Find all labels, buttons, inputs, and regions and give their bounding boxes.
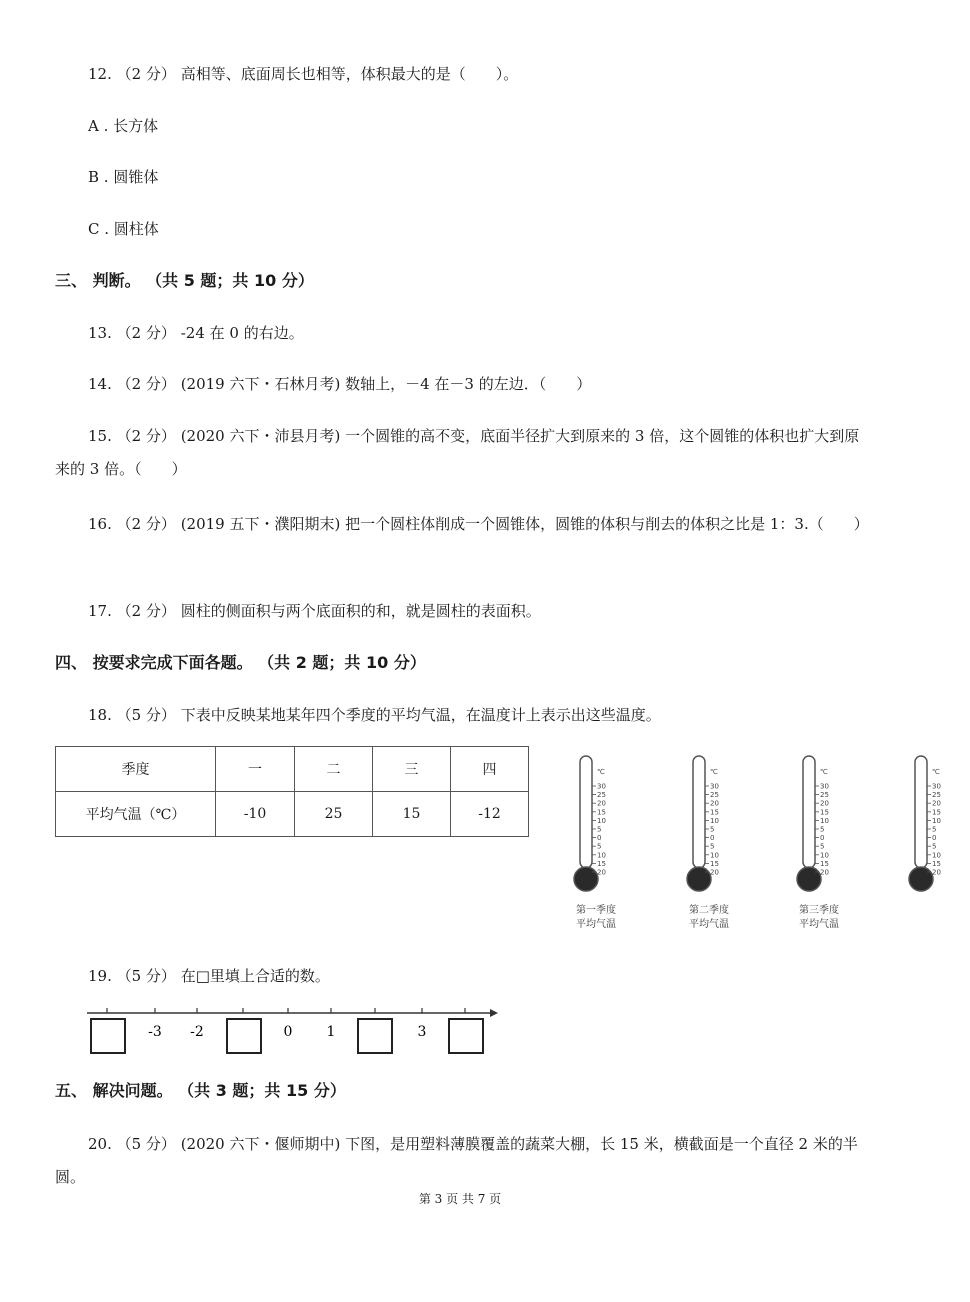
thermometer-tick-label: 30 [820, 782, 829, 791]
table-cell: 三 [373, 747, 451, 792]
thermometer-tick-label: 20 [710, 868, 719, 877]
thermometer-caption [565, 904, 627, 932]
thermometer-tick-label: 15 [597, 808, 606, 817]
question-14: 14. （2 分） (2019 六下・石林月考) 数轴上，－4 在－3 的左边．（ ） [88, 375, 592, 393]
thermometer-tube [580, 756, 592, 868]
thermometer-caption-line: 平均气温 [689, 919, 729, 930]
thermometer-tick-label: 10 [597, 816, 606, 825]
thermometer-caption [678, 904, 740, 932]
thermometer-tick-label: 20 [597, 799, 606, 808]
thermometer-tick-label: 20 [932, 799, 941, 808]
thermometer-tick-label: 10 [597, 851, 606, 860]
thermometer-caption-line: 平均气温 [799, 919, 839, 930]
thermometer-tick-label: 5 [820, 825, 825, 834]
number-line-label: 3 [417, 1024, 427, 1040]
thermometer-tick-label: 15 [820, 808, 829, 817]
thermometer-tick-label: 10 [710, 816, 719, 825]
temperature-table [55, 746, 529, 837]
thermometer[interactable] [678, 752, 748, 932]
thermometer-bulb [797, 867, 821, 891]
thermometer[interactable] [788, 752, 858, 932]
answer-box[interactable] [449, 1019, 483, 1053]
thermometer-tick-label: 10 [932, 851, 941, 860]
table-cell: 平均气温（℃） [56, 792, 216, 837]
thermometer-tick-label: 5 [597, 842, 602, 851]
thermometer-tick-label: 25 [597, 791, 606, 800]
number-line-graphic [85, 1005, 505, 1065]
thermometer-bulb [574, 867, 598, 891]
thermometer-tick-label: 5 [820, 842, 825, 851]
thermometer-tick-label: 10 [820, 816, 829, 825]
thermometer-tick-label: 5 [932, 825, 937, 834]
thermometer-tick-label: 20 [597, 868, 606, 877]
thermometer-bulb [687, 867, 711, 891]
table-cell: 二 [295, 747, 373, 792]
thermometer-caption-line: 第三季度 [799, 905, 839, 916]
thermometer-graphic [900, 752, 970, 902]
thermometer-tick-label: 10 [820, 851, 829, 860]
thermometer-tick-label: 15 [710, 808, 719, 817]
thermometer[interactable] [900, 752, 970, 932]
question-12-option-c: C . 圆柱体 [88, 220, 159, 238]
question-15: 15. （2 分） (2020 六下・沛县月考) 一个圆锥的高不变，底面半径扩大到原来的 3 倍，这个圆锥的体积也扩大到原来的 3 倍。（ ） [55, 427, 860, 478]
thermometer-tick-label: 20 [820, 799, 829, 808]
thermometer-bulb [909, 867, 933, 891]
table-cell: 季度 [56, 747, 216, 792]
question-12-option-b: B . 圆锥体 [88, 168, 159, 186]
question-20: 20. （5 分） (2020 六下・偃师期中) 下图，是用塑料薄膜覆盖的蔬菜大棚，长 15 米，横截面是一个直径 2 米的半圆。 [55, 1135, 858, 1186]
thermometer-tick-label: 10 [710, 851, 719, 860]
thermometer-tick-label: 0 [932, 834, 937, 843]
thermometer-tick-label: 20 [820, 868, 829, 877]
answer-box[interactable] [358, 1019, 392, 1053]
answer-box[interactable] [91, 1019, 125, 1053]
question-18-stem: 18. （5 分） 下表中反映某地某年四个季度的平均气温，在温度计上表示出这些温度。 [88, 706, 661, 724]
thermometer-tick-label: 15 [597, 859, 606, 868]
thermometer-tube [693, 756, 705, 868]
section-3-title: 三、 判断。 （共 5 题；共 10 分） [55, 271, 314, 290]
thermometer-tube [915, 756, 927, 868]
thermometer-tick-label: 5 [932, 842, 937, 851]
number-line-label: 0 [283, 1024, 293, 1040]
table-cell: 一 [216, 747, 295, 792]
number-line [85, 1005, 505, 1065]
section-5-title: 五、 解决问题。 （共 3 题；共 15 分） [55, 1081, 346, 1100]
table-cell: 25 [295, 792, 373, 837]
thermometer-tick-label: 15 [932, 859, 941, 868]
thermometer-unit: ℃ [710, 768, 718, 776]
thermometer-tick-label: 30 [932, 782, 941, 791]
thermometer-tick-label: 30 [710, 782, 719, 791]
thermometer-caption [788, 904, 850, 932]
question-12-option-a: A . 长方体 [88, 117, 159, 135]
thermometer-tick-label: 0 [597, 834, 602, 843]
thermometer-tick-label: 10 [932, 816, 941, 825]
answer-box[interactable] [227, 1019, 261, 1053]
table-row [56, 792, 529, 837]
thermometer-caption-line: 第二季度 [689, 905, 729, 916]
thermometer-tick-label: 25 [932, 791, 941, 800]
table-cell: -12 [451, 792, 529, 837]
thermometer-tick-label: 15 [710, 859, 719, 868]
table-cell: 15 [373, 792, 451, 837]
table-header-row [56, 747, 529, 792]
table-cell: -10 [216, 792, 295, 837]
page-footer: 第 3 页 共 7 页 [418, 1192, 502, 1206]
thermometer-tick-label: 15 [932, 808, 941, 817]
thermometer-graphic [788, 752, 858, 902]
number-line-label: -3 [148, 1024, 162, 1040]
thermometer-caption-line: 第一季度 [576, 905, 616, 916]
thermometer-tick-label: 25 [820, 791, 829, 800]
thermometer-caption-line: 平均气温 [576, 919, 616, 930]
thermometer-tube [803, 756, 815, 868]
thermometer-unit: ℃ [820, 768, 828, 776]
thermometer-graphic [565, 752, 635, 902]
thermometer-tick-label: 20 [932, 868, 941, 877]
question-12-stem: 12. （2 分） 高相等、底面周长也相等，体积最大的是（ ）。 [88, 65, 519, 83]
thermometer-tick-label: 25 [710, 791, 719, 800]
thermometer-unit: ℃ [932, 768, 940, 776]
thermometer-tick-label: 0 [820, 834, 825, 843]
question-13: 13. （2 分） -24 在 0 的右边。 [88, 324, 304, 342]
thermometer-graphic [678, 752, 748, 902]
thermometer-tick-label: 0 [710, 834, 715, 843]
thermometer-tick-label: 5 [710, 842, 715, 851]
thermometer-tick-label: 5 [710, 825, 715, 834]
number-line-label: 1 [326, 1024, 336, 1040]
thermometer[interactable] [565, 752, 635, 932]
thermometer-tick-label: 20 [710, 799, 719, 808]
section-4-title: 四、 按要求完成下面各题。 （共 2 题；共 10 分） [55, 653, 426, 672]
thermometer-unit: ℃ [597, 768, 605, 776]
question-17: 17. （2 分） 圆柱的侧面积与两个底面积的和，就是圆柱的表面积。 [88, 602, 541, 620]
thermometer-tick-label: 30 [597, 782, 606, 791]
question-16: 16. （2 分） (2019 五下・濮阳期末) 把一个圆柱体削成一个圆锥体，圆锥的体积与削去的体积之比是 1：3.（ ） [88, 515, 869, 533]
number-line-label: -2 [190, 1024, 204, 1040]
thermometer-tick-label: 5 [597, 825, 602, 834]
arrow-head-icon [490, 1009, 498, 1017]
question-19-stem: 19. （5 分） 在□里填上合适的数。 [88, 967, 330, 985]
thermometer-tick-label: 15 [820, 859, 829, 868]
table-cell: 四 [451, 747, 529, 792]
